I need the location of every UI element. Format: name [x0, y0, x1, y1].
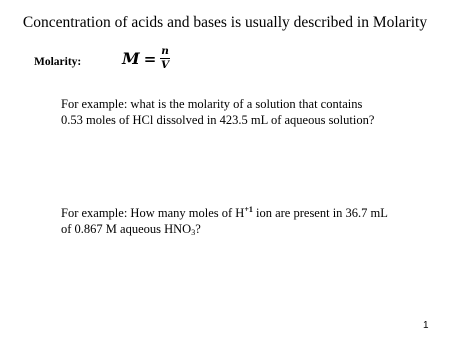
formula-fraction: [160, 46, 170, 71]
formula-lhs: M: [122, 49, 140, 68]
formula-denominator: V: [161, 59, 170, 71]
example-2-line-1-post: ion are present in 36.7 mL: [252, 206, 388, 220]
example-1-line-1: For example: what is the molarity of a solution that contains: [61, 97, 363, 111]
nitrate-subscript: 3: [191, 228, 196, 237]
example-2-line-1-pre: For example: How many moles of H: [61, 206, 245, 220]
example-1: [61, 96, 374, 128]
example-2-line-2-pre: of 0.867 M aqueous HNO: [61, 222, 192, 236]
example-2: [61, 202, 388, 241]
formula-numerator: n: [161, 45, 169, 57]
example-2-line-2-post: ?: [195, 222, 201, 236]
molarity-formula: [122, 46, 170, 71]
hydrogen-charge: +1: [244, 205, 253, 214]
example-1-line-2: 0.53 moles of HCl dissolved in 423.5 mL of aqueous solution?: [61, 113, 375, 127]
page-number: 1: [423, 320, 429, 331]
molarity-label: Molarity:: [34, 56, 82, 68]
slide-title: Concentration of acids and bases is usually described in Molarity: [22, 14, 428, 31]
example-2-line-1: [61, 202, 388, 221]
formula-equals: =: [143, 49, 157, 68]
example-2-line-2: [61, 221, 388, 241]
